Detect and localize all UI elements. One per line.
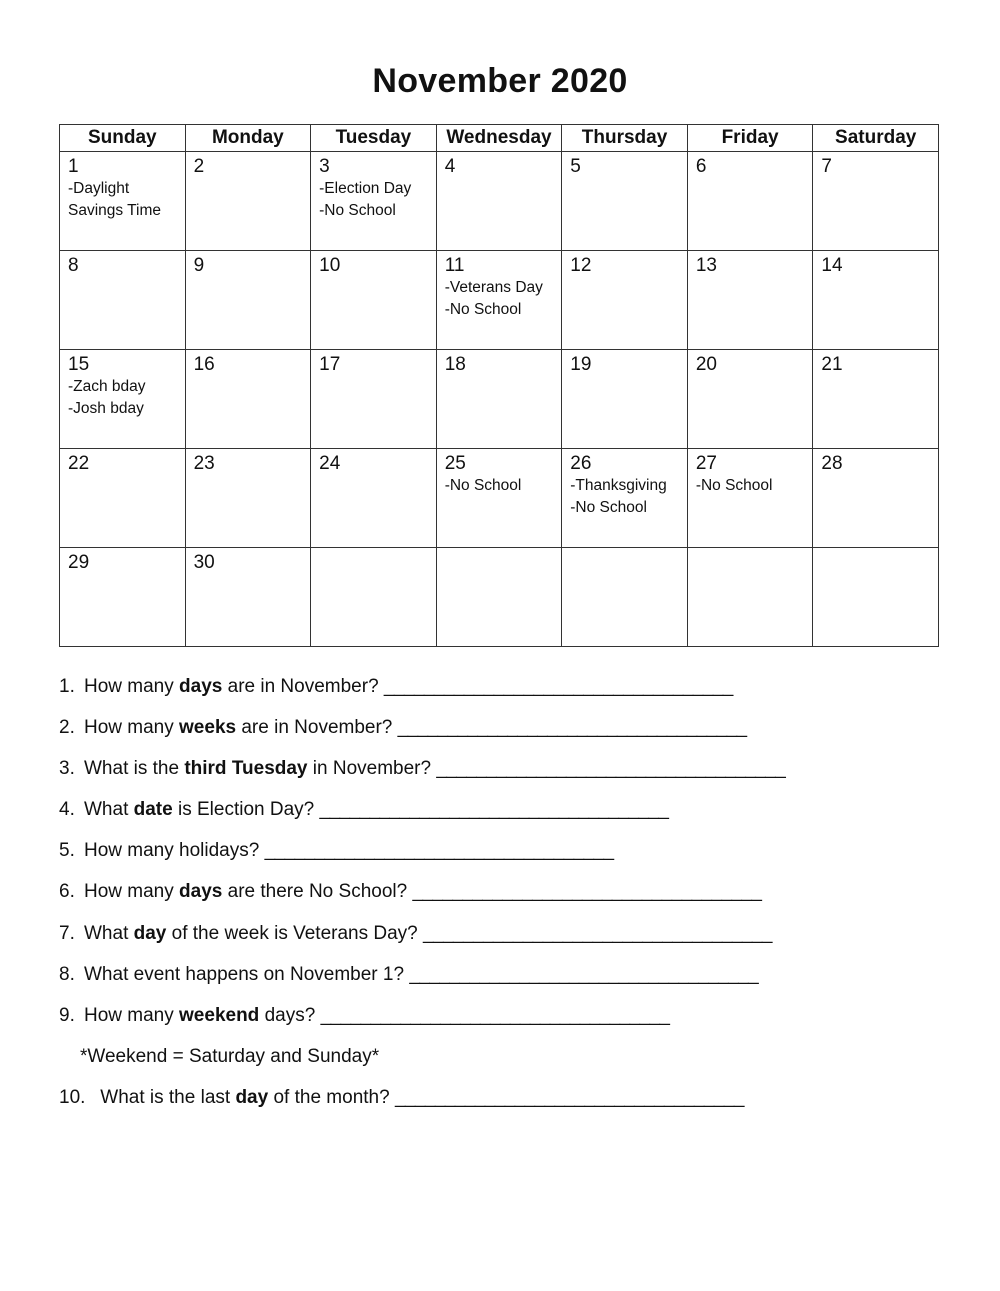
question-number: 10.	[59, 1086, 86, 1108]
day-event: -No School	[444, 477, 522, 494]
calendar-day-cell	[687, 152, 813, 251]
calendar-day-cell	[60, 152, 186, 251]
day-number: 22	[68, 453, 90, 474]
question-keyword: days	[179, 881, 223, 903]
calendar-day-cell	[436, 251, 562, 350]
weekday-header: Friday	[687, 125, 813, 152]
day-event: -Thanksgiving	[570, 477, 667, 494]
calendar-day-cell	[562, 449, 688, 548]
question-number: 2.	[59, 717, 75, 739]
calendar-day-cell	[311, 251, 437, 350]
day-number: 19	[570, 354, 592, 375]
answer-blank[interactable]: ___________________________________	[319, 799, 669, 821]
answer-blank[interactable]: ___________________________________	[383, 676, 733, 697]
calendar-day-cell	[562, 152, 688, 251]
answer-blank[interactable]: ___________________________________	[397, 717, 747, 739]
day-number: 30	[193, 552, 215, 573]
question-text: of the month?	[268, 1086, 395, 1108]
question-text: are there No School?	[222, 881, 413, 903]
calendar-day-cell	[562, 251, 688, 350]
question-text: days?	[259, 1004, 321, 1026]
calendar-day-cell	[311, 350, 437, 449]
question-text: are in November?	[236, 717, 398, 739]
question-keyword: day	[235, 1086, 269, 1108]
day-number: 13	[695, 255, 717, 276]
calendar-day-cell	[562, 350, 688, 449]
question-text: How many	[84, 717, 180, 739]
answer-blank[interactable]: ___________________________________	[394, 1086, 744, 1108]
calendar-day-cell	[813, 152, 939, 251]
question-item	[59, 877, 959, 918]
calendar-day-cell	[687, 449, 813, 548]
day-number: 3	[319, 156, 330, 177]
day-number: 18	[444, 354, 466, 375]
answer-blank[interactable]: ___________________________________	[412, 881, 762, 903]
answer-blank[interactable]: ___________________________________	[409, 963, 759, 985]
day-number: 4	[444, 156, 456, 177]
question-text: How many holidays?	[84, 840, 265, 862]
day-number: 20	[695, 354, 717, 375]
calendar-day-cell	[60, 548, 186, 647]
day-number: 6	[695, 156, 707, 177]
calendar-day-cell	[687, 548, 813, 647]
day-number: 14	[821, 255, 843, 276]
question-number: 1.	[59, 676, 75, 697]
calendar-week-row	[60, 350, 939, 449]
calendar-table	[59, 124, 939, 647]
question-text: How many	[84, 676, 180, 697]
question-text: How many	[84, 1004, 180, 1026]
question-keyword: date	[133, 799, 173, 821]
day-event: -No School	[570, 499, 647, 516]
calendar-day-cell	[436, 350, 562, 449]
calendar-day-cell	[311, 152, 437, 251]
calendar-day-cell	[687, 350, 813, 449]
weekday-header: Tuesday	[311, 125, 437, 152]
calendar-day-cell	[813, 548, 939, 647]
calendar-day-cell	[436, 449, 562, 548]
day-number: 11	[444, 255, 465, 276]
day-number: 1	[68, 156, 79, 177]
weekday-header: Sunday	[60, 125, 186, 152]
question-text: How many	[84, 881, 180, 903]
day-number: 24	[319, 453, 341, 474]
day-number: 28	[821, 453, 843, 474]
calendar-day-cell	[185, 152, 311, 251]
weekday-header: Saturday	[813, 125, 939, 152]
question-item	[59, 672, 959, 713]
day-number: 27	[695, 453, 717, 474]
question-text: What is the	[84, 758, 185, 780]
calendar-day-cell	[185, 548, 311, 647]
question-keyword: days	[179, 676, 223, 697]
calendar-day-cell	[813, 350, 939, 449]
weekday-header-row	[60, 125, 939, 152]
question-item	[59, 754, 959, 795]
calendar-day-cell	[60, 350, 186, 449]
day-event: -Daylight	[68, 180, 130, 197]
answer-blank[interactable]: ___________________________________	[264, 840, 614, 862]
calendar-day-cell	[311, 548, 437, 647]
question-item	[59, 795, 959, 836]
question-number: 7.	[59, 922, 75, 944]
question-number: 4.	[59, 799, 75, 821]
questions-list	[59, 672, 959, 1124]
calendar-day-cell	[311, 449, 437, 548]
page-title: November 2020	[372, 62, 628, 100]
calendar-day-cell	[436, 548, 562, 647]
day-number: 15	[68, 354, 90, 375]
question-text: are in November?	[222, 676, 384, 697]
day-number: 23	[193, 453, 215, 474]
question-number: 8.	[59, 963, 75, 985]
answer-blank[interactable]: ___________________________________	[436, 758, 786, 780]
question-text: What	[84, 922, 134, 944]
question-number: 6.	[59, 881, 75, 903]
question-item	[59, 713, 959, 754]
day-event: -Veterans Day	[444, 279, 543, 296]
calendar-week-row	[60, 548, 939, 647]
question-item	[59, 1001, 959, 1042]
day-number: 9	[193, 255, 205, 276]
calendar-day-cell	[185, 449, 311, 548]
calendar-week-row	[60, 251, 939, 350]
question-text: of the week is Veterans Day?	[166, 922, 424, 944]
day-number: 8	[68, 255, 79, 276]
question-number: 9.	[59, 1004, 75, 1026]
calendar-day-cell	[813, 449, 939, 548]
day-number: 29	[68, 552, 90, 573]
day-event: -No School	[444, 301, 522, 318]
answer-blank[interactable]: ___________________________________	[320, 1004, 670, 1026]
calendar-week-row	[60, 152, 939, 251]
weekday-header: Monday	[185, 125, 311, 152]
calendar-day-cell	[185, 251, 311, 350]
question-keyword: third Tuesday	[184, 758, 308, 780]
question-item	[59, 836, 959, 877]
day-number: 26	[570, 453, 592, 474]
day-number: 2	[193, 156, 205, 177]
question-text: What is the last	[100, 1086, 236, 1108]
day-number: 25	[444, 453, 466, 474]
question-number: 5.	[59, 840, 75, 862]
weekday-header: Wednesday	[436, 125, 562, 152]
day-event: Savings Time	[68, 202, 162, 219]
day-event: -No School	[695, 477, 773, 494]
question-keyword: day	[133, 922, 167, 944]
day-number: 12	[570, 255, 592, 276]
answer-blank[interactable]: ___________________________________	[423, 922, 772, 944]
day-event: -No School	[319, 202, 396, 219]
calendar-day-cell	[562, 548, 688, 647]
day-number: 5	[570, 156, 581, 177]
question-keyword: weekend	[179, 1004, 260, 1026]
question-item	[59, 919, 959, 960]
calendar-week-row	[60, 449, 939, 548]
calendar-day-cell	[60, 449, 186, 548]
day-number: 21	[821, 354, 843, 375]
question-text: is Election Day?	[172, 799, 320, 821]
question-text: What event happens on November 1?	[84, 963, 410, 985]
question-items	[59, 672, 959, 1042]
calendar-day-cell	[813, 251, 939, 350]
question-text: What	[84, 799, 134, 821]
day-number: 16	[193, 354, 215, 375]
question-text: in November?	[307, 758, 437, 780]
question-item	[59, 1083, 959, 1124]
weekend-note: *Weekend = Saturday and Sunday*	[80, 1045, 380, 1067]
calendar-body	[60, 152, 939, 647]
weekday-header: Thursday	[562, 125, 688, 152]
day-event: -Josh bday	[68, 400, 144, 417]
calendar-day-cell	[436, 152, 562, 251]
calendar-day-cell	[687, 251, 813, 350]
day-number: 10	[319, 255, 341, 276]
question-keyword: weeks	[179, 717, 237, 739]
day-event: -Election Day	[319, 180, 412, 197]
day-number: 7	[821, 156, 832, 177]
day-event: -Zach bday	[68, 378, 146, 395]
question-item	[59, 960, 959, 1001]
question-number: 3.	[59, 758, 75, 780]
calendar-day-cell	[60, 251, 186, 350]
calendar-day-cell	[185, 350, 311, 449]
day-number: 17	[319, 354, 341, 375]
